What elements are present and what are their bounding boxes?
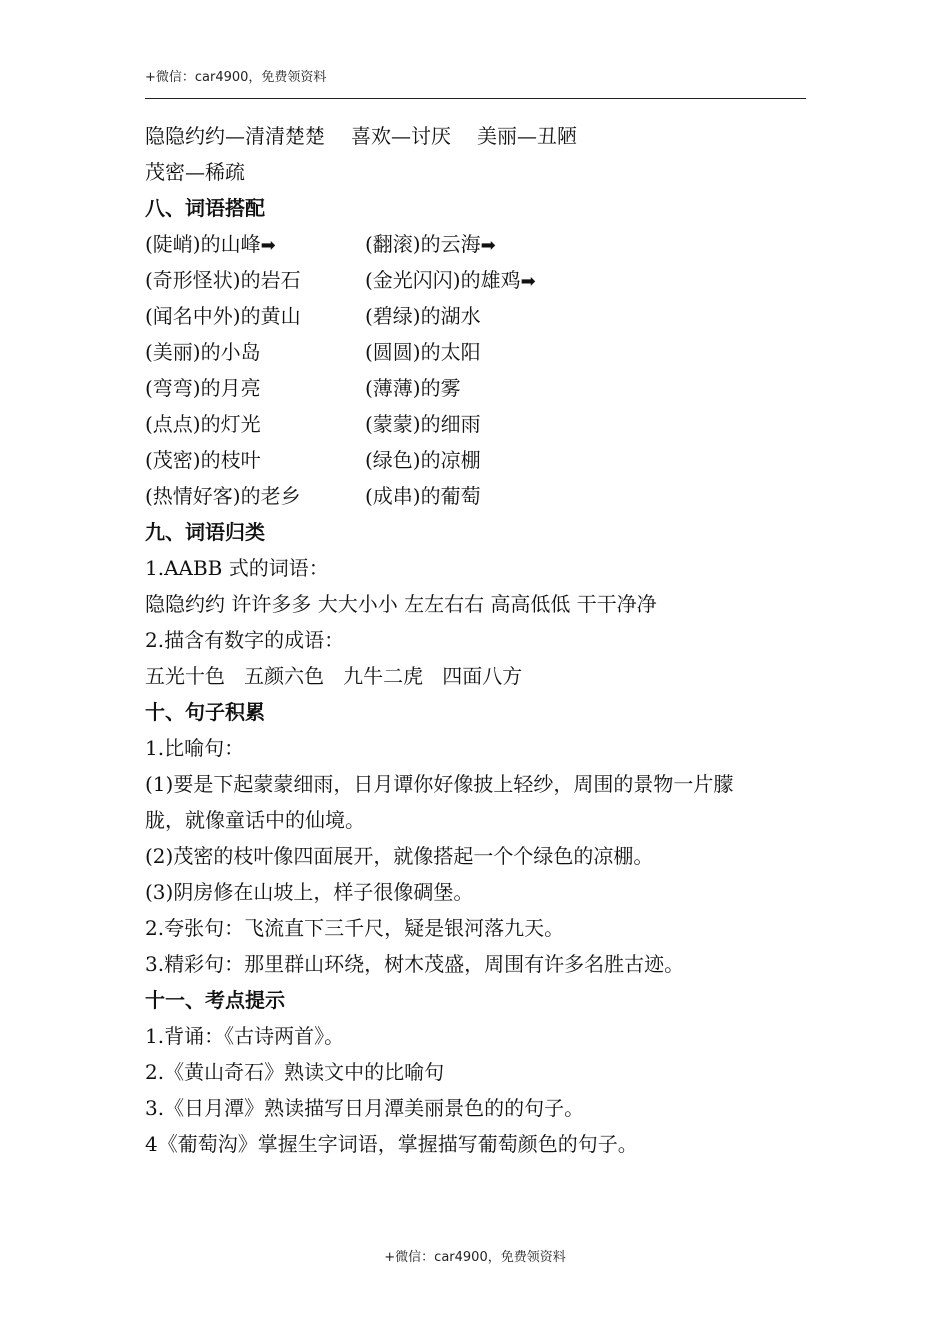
document-body: [145, 118, 810, 1162]
collocation-phrase: (绿色)的凉棚: [365, 448, 481, 472]
collocation-phrase: (碧绿)的湖水: [365, 304, 481, 328]
collocation-row: [145, 442, 810, 478]
collocation-phrase: (奇形怪状)的岩石: [145, 268, 301, 292]
collocation-phrase: (弯弯)的月亮: [145, 376, 261, 400]
header-divider: [145, 98, 806, 99]
collocation-row: [145, 334, 810, 370]
exam-tip-line: 2.《黄山奇石》熟读文中的比喻句: [145, 1060, 445, 1084]
collocation-phrase: (蒙蒙)的细雨: [365, 412, 481, 436]
collocation-phrase: (圆圆)的太阳: [365, 340, 481, 364]
collocation-phrase: (美丽)的小岛: [145, 340, 261, 364]
page-footer-note: +微信：car4900，免费领资料: [384, 1250, 566, 1265]
collocation-phrase: (成串)的葡萄: [365, 484, 481, 508]
collocation-phrase: (金光闪闪)的雄鸡: [365, 268, 521, 292]
right-arrow-icon: ➡: [520, 271, 536, 292]
word-list: 五光十色 五颜六色 九牛二虎 四面八方: [145, 664, 523, 688]
page-header-note: +微信：car4900，免费领资料: [145, 70, 327, 85]
sentence-line: (1)要是下起蒙蒙细雨，日月谭你好像披上轻纱，周围的景物一片朦: [145, 772, 734, 796]
exam-tip-line: 3.《日月潭》熟读描写日月潭美丽景色的的句子。: [145, 1096, 585, 1120]
word-list: 隐隐约约 许许多多 大大小小 左左右右 高高低低 干干净净: [145, 592, 657, 616]
sentence-line: 胧，就像童话中的仙境。: [145, 808, 365, 832]
collocation-phrase: (热情好客)的老乡: [145, 484, 301, 508]
sentence-line: (2)茂密的枝叶像四面展开，就像搭起一个个绿色的凉棚。: [145, 844, 654, 868]
collocation-phrase: (点点)的灯光: [145, 412, 261, 436]
right-arrow-icon: ➡: [480, 235, 496, 256]
sentence-line: 1.比喻句：: [145, 736, 245, 760]
antonym-line-2: 茂密—稀疏: [145, 160, 245, 184]
antonym-pair: 隐隐约约—清清楚楚: [145, 124, 325, 148]
collocation-row: [145, 370, 810, 406]
section-11-heading: 十一、考点提示: [145, 988, 285, 1012]
sentence-line: 2.夸张句：飞流直下三千尺，疑是银河落九天。: [145, 916, 565, 940]
sentence-line: 3.精彩句：那里群山环绕，树木茂盛，周围有许多名胜古迹。: [145, 952, 685, 976]
collocation-row: [145, 406, 810, 442]
exam-tip-line: 1.背诵：《古诗两首》。: [145, 1024, 345, 1048]
section-10-heading: 十、句子积累: [145, 700, 265, 724]
collocation-phrase: (陡峭)的山峰: [145, 232, 261, 256]
right-arrow-icon: ➡: [260, 235, 276, 256]
collocation-phrase: (茂密)的枝叶: [145, 448, 261, 472]
exam-tip-line: 4《葡萄沟》掌握生字词语，掌握描写葡萄颜色的句子。: [145, 1132, 638, 1156]
collocation-phrase: (闻名中外)的黄山: [145, 304, 301, 328]
collocation-row: [145, 262, 810, 298]
word-category-label: 2.描含有数字的成语：: [145, 628, 345, 652]
antonym-pair: 喜欢—讨厌: [351, 124, 451, 148]
sentence-line: (3)阴房修在山坡上，样子很像碉堡。: [145, 880, 474, 904]
section-9-heading: 九、词语归类: [145, 520, 265, 544]
section-8-heading: 八、词语搭配: [145, 196, 265, 220]
collocation-row: [145, 226, 810, 262]
collocation-row: [145, 478, 810, 514]
collocation-row: [145, 298, 810, 334]
antonym-pair: 美丽—丑陋: [477, 124, 577, 148]
word-category-label: 1.AABB 式的词语：: [145, 556, 329, 580]
collocation-phrase: (薄薄)的雾: [365, 376, 461, 400]
collocation-phrase: (翻滚)的云海: [365, 232, 481, 256]
antonym-line-1: [145, 118, 810, 154]
